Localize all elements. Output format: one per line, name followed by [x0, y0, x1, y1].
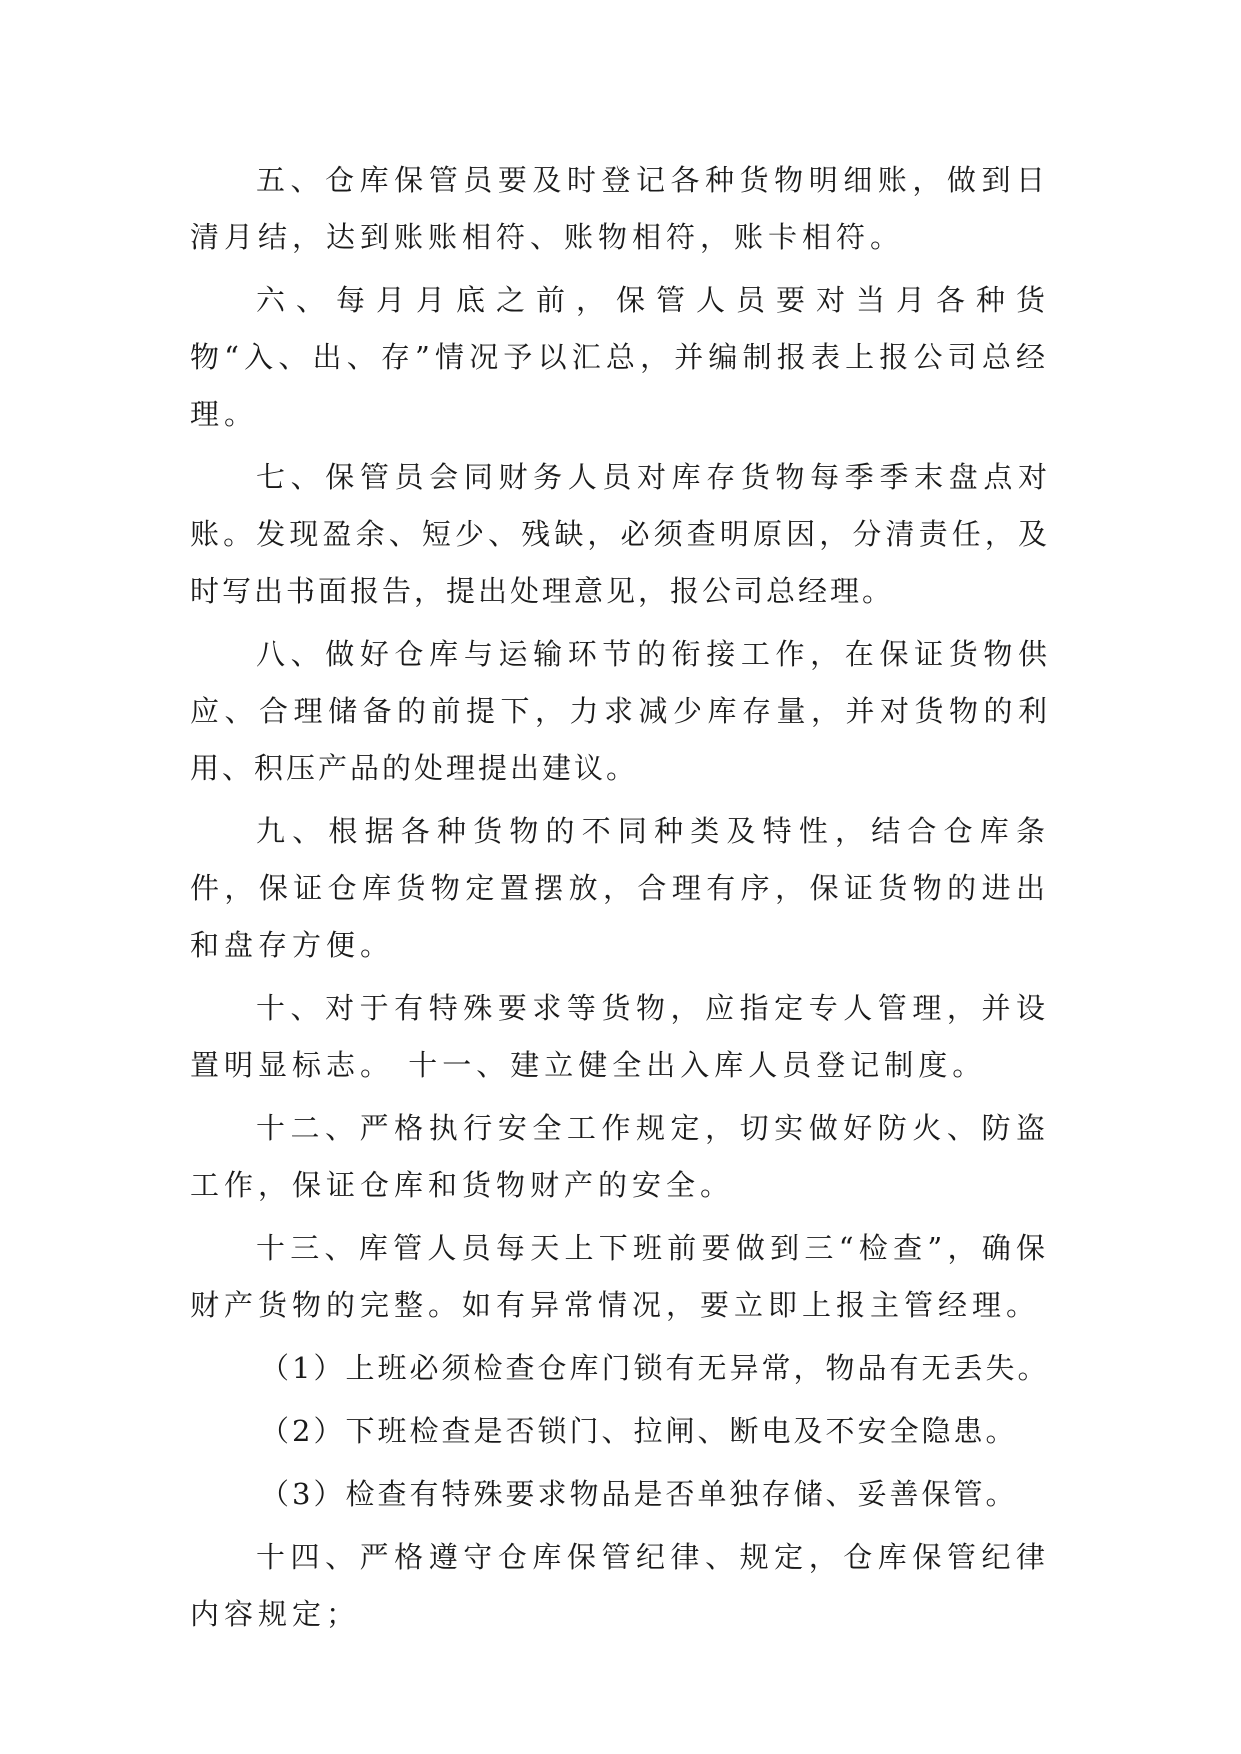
paragraph-7: 七、保管员会同财务人员对库存货物每季季末盘点对账。发现盈余、短少、残缺，必须查明原因，分清责任，及时写出书面报告，提出处理意见，报公司总经理。 [190, 460, 1050, 608]
paragraph-6: 六、每月月底之前，保管人员要对当月各种货物“入、出、存”情况予以汇总，并编制报表上报公司总经理。 [190, 283, 1050, 431]
paragraph-5: 五、仓库保管员要及时登记各种货物明细账，做到日清月结，达到账账相符、账物相符，账卡相符。 [190, 163, 1050, 254]
check-item-3: （3）检查有特殊要求物品是否单独存储、妥善保管。 [260, 1477, 1018, 1511]
paragraph-12: 十二、严格执行安全工作规定，切实做好防火、防盗工作，保证仓库和货物财产的安全。 [190, 1111, 1050, 1202]
check-item-2: （2）下班检查是否锁门、拉闸、断电及不安全隐患。 [260, 1414, 1018, 1448]
check-item-1: （1）上班必须检查仓库门锁有无异常，物品有无丢失。 [260, 1351, 1050, 1385]
paragraph-14: 十四、严格遵守仓库保管纪律、规定，仓库保管纪律内容规定； [190, 1540, 1050, 1631]
paragraph-13: 十三、库管人员每天上下班前要做到三“检查”，确保财产货物的完整。如有异常情况，要立即上报主管经理。 [190, 1231, 1050, 1322]
paragraph-8: 八、做好仓库与运输环节的衔接工作，在保证货物供应、合理储备的前提下，力求减少库存量，并对货物的利用、积压产品的处理提出建议。 [190, 637, 1050, 785]
document-body [190, 152, 1050, 1649]
paragraph-10-11: 十、对于有特殊要求等货物，应指定专人管理，并设置明显标志。 十一、建立健全出入库人员登记制度。 [190, 991, 1050, 1082]
paragraph-9: 九、根据各种货物的不同种类及特性，结合仓库条件，保证仓库货物定置摆放，合理有序，保证货物的进出和盘存方便。 [190, 814, 1050, 962]
